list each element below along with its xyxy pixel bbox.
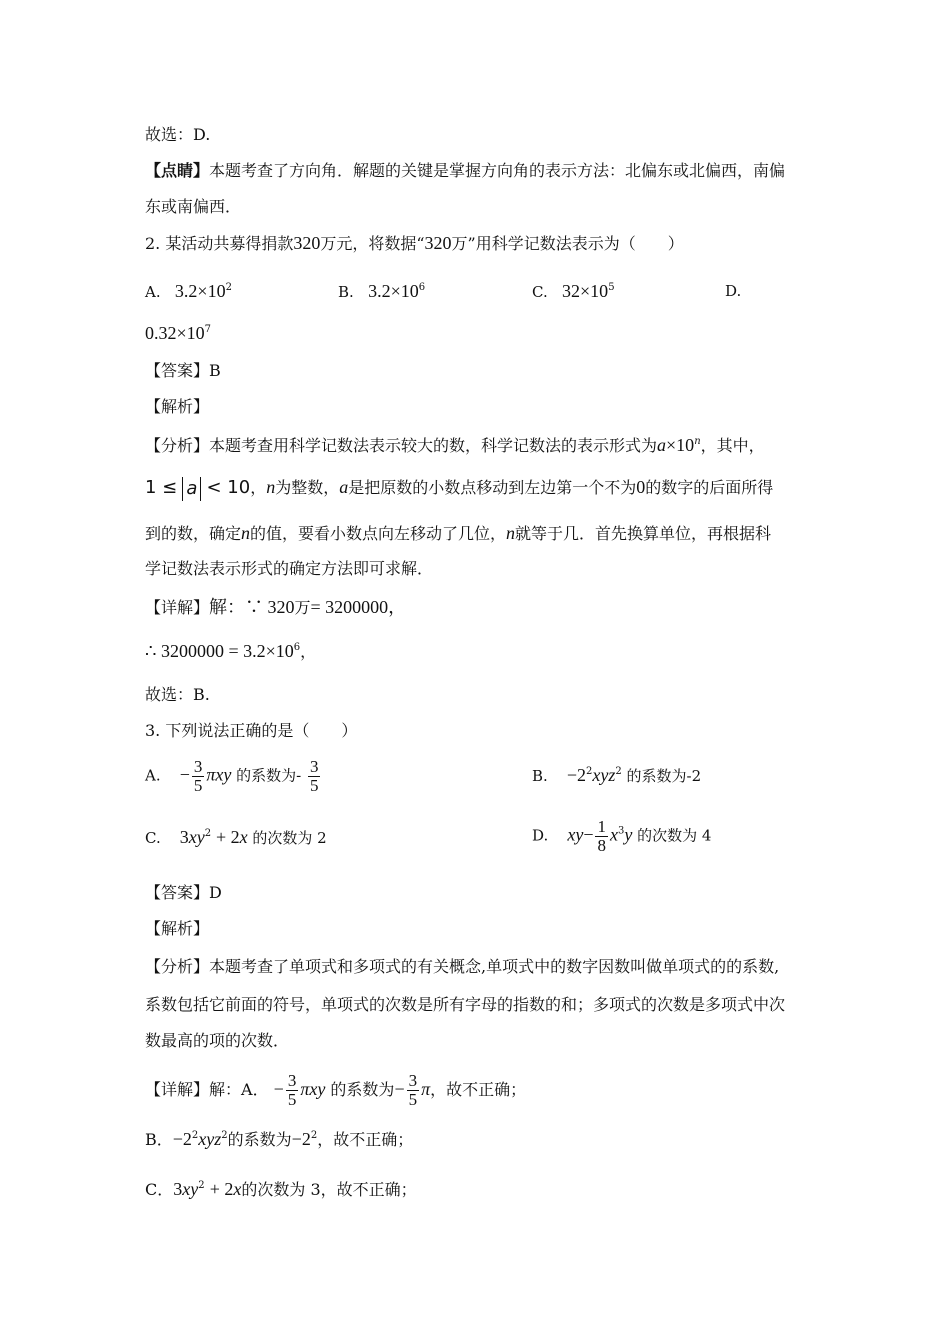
q2-detail-label: 【详解】 xyxy=(145,598,210,617)
q2-fenxi-line-1 xyxy=(145,434,765,457)
q2-detail-2: ∴ 3200000 = 3.2×10 xyxy=(145,641,294,661)
q2-detail-2exp: 6 xyxy=(293,642,301,653)
q3-detail-a-den2: 5 xyxy=(408,1090,418,1109)
q3-detail-a-var: πxy xyxy=(300,1079,326,1099)
q2-option-c-base: 32×10 xyxy=(562,281,609,301)
q3-detail-c-prefix: C． xyxy=(145,1180,174,1199)
q3-detail-c-b: + 2 xyxy=(209,1179,234,1199)
q2-fenxi-2a2: a xyxy=(339,477,349,497)
q2-option-c xyxy=(532,280,615,303)
q3-detail-b-valexp: 2 xyxy=(310,1130,318,1141)
q3-option-d-exp: 3 xyxy=(617,825,625,837)
q3-option-a-den: 5 xyxy=(193,776,203,795)
q3-option-d-den: 8 xyxy=(597,836,606,855)
q2-stem-a: 2. 某活动共募得捐款 xyxy=(145,234,294,253)
q2-fenxi-3n2: n xyxy=(506,523,516,543)
q3-detail-a-num2: 3 xyxy=(408,1071,418,1090)
q3-detail-a-den: 5 xyxy=(287,1090,297,1109)
q2-option-b-exp: 6 xyxy=(418,282,426,293)
q2-fenxi-1b: ，其中， xyxy=(700,436,765,455)
q3-option-d-text: 的次数为 4 xyxy=(637,826,712,845)
q3-detail-b-var: xyz xyxy=(198,1129,222,1149)
q3-option-d-num: 1 xyxy=(597,817,606,836)
q2-detail-2end: ， xyxy=(300,642,317,661)
q2-select: 故选：B. xyxy=(145,685,210,704)
q2-answer: 【答案】B xyxy=(145,361,221,380)
q3-detail-c-3: 3 xyxy=(173,1179,183,1199)
q3-option-a-num2: 3 xyxy=(309,757,319,776)
q2-option-a-letter: A. xyxy=(145,283,161,301)
q3-detail-label: 【详解】 xyxy=(145,1080,210,1099)
q3-detail-b-exp2: 2 xyxy=(221,1130,228,1141)
q2-fenxi-line-3 xyxy=(145,522,771,545)
q2-fenxi-2n: n xyxy=(266,477,276,497)
q2-stem-c: 万”用科学记数法表示为（ ） xyxy=(451,234,684,253)
q2-option-a-exp: 2 xyxy=(225,282,232,293)
q2-option-d-exp: 7 xyxy=(204,324,212,335)
q2-fenxi-3a: 到的数，确定 xyxy=(145,524,242,543)
q3-option-d xyxy=(532,818,711,855)
q3-detail-a-frac xyxy=(286,1072,299,1109)
q2-fenxi-3n: n xyxy=(241,523,251,543)
q2-stem-num2: 320 xyxy=(424,233,452,253)
q3-option-b-expr: −2 xyxy=(566,765,587,785)
q3-option-a-frac xyxy=(192,758,205,795)
q2-option-b-base: 3.2×10 xyxy=(368,281,419,301)
q3-detail-b-prefix: B． xyxy=(145,1130,173,1149)
q2-fenxi-2zero: 0 xyxy=(636,477,646,497)
q2-fenxi-2c: ， xyxy=(250,478,267,497)
q3-detail-a-neg2: − xyxy=(394,1079,405,1099)
q2-option-d-base: 0.32×10 xyxy=(145,323,205,343)
q3-option-b-exp: 2 xyxy=(586,766,593,777)
q3-detail-a-prefix: 解：A． xyxy=(209,1080,269,1099)
q2-fenxi-line-2 xyxy=(145,476,773,501)
q3-option-c-var: xy xyxy=(188,827,205,847)
q3-option-a-num: 3 xyxy=(193,757,203,776)
q2-option-b xyxy=(338,280,425,303)
q3-option-b xyxy=(532,764,701,787)
q3-option-a-text: 的系数为- xyxy=(236,766,302,785)
q3-option-d-var3: y xyxy=(624,824,633,845)
q3-option-c-letter: C. xyxy=(145,829,161,847)
q3-detail-a-pi: π xyxy=(421,1079,431,1099)
q3-option-a xyxy=(145,758,322,795)
q3-detail-a-end: ，故不正确； xyxy=(430,1080,527,1099)
q3-detail-b-exp: 2 xyxy=(191,1130,199,1141)
q3-detail-c-var: xy xyxy=(182,1179,199,1199)
q2-fenxi-2e: 是把原数的小数点移动到左边第一个不为 xyxy=(348,478,637,497)
q2-fenxi-3b: 的值，要看小数点向左移动了几位， xyxy=(250,524,507,543)
q3-option-d-frac xyxy=(595,818,608,855)
q3-option-a-neg: − xyxy=(179,764,190,785)
q3-fenxi-label: 【分析】 xyxy=(145,957,210,976)
q2-fenxi-2a: 1 ≤ xyxy=(145,477,178,498)
q2-option-a xyxy=(145,280,232,303)
q2-fenxi-form-a: a xyxy=(657,435,667,455)
q3-option-d-letter: D. xyxy=(532,826,549,845)
q3-option-d-var2: x xyxy=(609,824,618,845)
q3-option-b-var: xyz xyxy=(592,765,616,785)
q3-detail-b-val: −2 xyxy=(291,1129,311,1149)
q3-option-a-frac2 xyxy=(308,758,321,795)
q3-option-a-den2: 5 xyxy=(309,776,319,795)
q2-fenxi-abs: a xyxy=(182,477,201,501)
q2-fenxi-3c: 就等于几．首先换算单位，再根据科 xyxy=(515,524,772,543)
q2-option-d-letter: D. xyxy=(725,282,742,300)
q3-option-c-exp: 2 xyxy=(204,828,212,839)
q3-fenxi-line-2: 系数包括它前面的符号，单项式的次数是所有字母的指数的和；多项式的次数是多项式中次 xyxy=(145,995,786,1014)
q3-analysis-label: 【解析】 xyxy=(145,919,210,938)
q3-fenxi-line-1 xyxy=(145,956,779,978)
q2-fenxi-line-4: 学记数法表示形式的确定方法即可求解． xyxy=(145,559,434,578)
q2-fenxi-form-exp: n xyxy=(694,436,701,447)
q2-fenxi-1a: 本题考查用科学记数法表示较大的数，科学记数法的表示形式为 xyxy=(209,436,658,455)
q3-answer: 【答案】D xyxy=(145,883,222,902)
q2-option-c-letter: C. xyxy=(532,283,548,301)
dianjing-text-1: 本题考查了方向角．解题的关键是掌握方向角的表示方法：北偏东或北偏西，南偏 xyxy=(209,161,786,180)
q2-fenxi-2b: < 10 xyxy=(206,477,251,498)
q2-detail-line-2 xyxy=(145,640,316,663)
q3-option-b-text: 的系数为-2 xyxy=(626,767,702,785)
q3-option-c xyxy=(145,826,327,849)
q3-detail-c xyxy=(145,1178,417,1201)
q2-stem xyxy=(145,232,684,255)
q2-option-a-base: 3.2×10 xyxy=(174,281,226,301)
q3-detail-c-text: 的次数为 3，故不正确； xyxy=(241,1180,417,1199)
q3-option-c-a: 3 xyxy=(179,827,189,847)
q2-stem-num: 320 xyxy=(293,233,321,253)
q3-option-d-minus: − xyxy=(583,824,594,845)
q3-detail-a xyxy=(145,1072,526,1109)
q3-option-a-letter: A. xyxy=(145,766,161,785)
q2-option-b-letter: B. xyxy=(338,283,354,301)
q3-detail-b xyxy=(145,1128,413,1151)
q3-detail-b-text: 的系数为 xyxy=(227,1130,292,1149)
q3-detail-a-text: 的系数为 xyxy=(330,1080,395,1099)
q2-fenxi-2f: 的数字的后面所得 xyxy=(645,478,774,497)
q3-detail-b-end: ，故不正确； xyxy=(317,1130,414,1149)
q3-option-c-var2: x xyxy=(239,827,248,847)
select-prev: 故选：D. xyxy=(145,125,211,144)
q2-fenxi-label: 【分析】 xyxy=(145,436,210,455)
q3-detail-a-frac2 xyxy=(407,1072,420,1109)
q3-detail-c-exp: 2 xyxy=(198,1180,205,1191)
q3-fenxi-1: 本题考查了单项式和多项式的有关概念,单项式中的数字因数叫做单项式的的系数, xyxy=(209,957,780,976)
q3-detail-a-num: 3 xyxy=(287,1071,297,1090)
q3-fenxi-line-3: 数最高的项的次数． xyxy=(145,1031,290,1050)
q3-option-b-letter: B. xyxy=(532,767,548,785)
dianjing-line-1 xyxy=(145,160,785,182)
q2-detail-1c: = 3200000， xyxy=(310,597,407,617)
q3-option-c-text: 的次数为 2 xyxy=(252,829,327,847)
q3-detail-c-var2: x xyxy=(233,1179,242,1199)
q2-stem-b: 万元，将数据“ xyxy=(320,234,425,253)
q3-detail-b-expr: −2 xyxy=(172,1129,192,1149)
q2-option-c-exp: 5 xyxy=(608,282,615,293)
q2-fenxi-2d: 为整数， xyxy=(275,478,340,497)
q3-option-c-b: + 2 xyxy=(215,827,240,847)
q3-option-b-exp2: 2 xyxy=(615,766,622,777)
q2-fenxi-form-b: ×10 xyxy=(666,435,695,455)
q3-option-d-var: xy xyxy=(567,824,584,845)
q2-detail-1a: 解：∵ 320 xyxy=(209,597,295,617)
dianjing-label: 【点睛】 xyxy=(145,161,210,180)
q3-stem: 3. 下列说法正确的是（ ） xyxy=(145,721,358,740)
q2-detail-line-1 xyxy=(145,596,406,619)
q2-detail-1b: 万 xyxy=(294,598,311,617)
q2-analysis-label: 【解析】 xyxy=(145,397,210,416)
q3-detail-a-neg: − xyxy=(273,1079,284,1099)
q3-option-a-var: πxy xyxy=(206,764,232,785)
q2-option-d xyxy=(145,322,211,345)
dianjing-line-2: 东或南偏西． xyxy=(145,197,242,216)
